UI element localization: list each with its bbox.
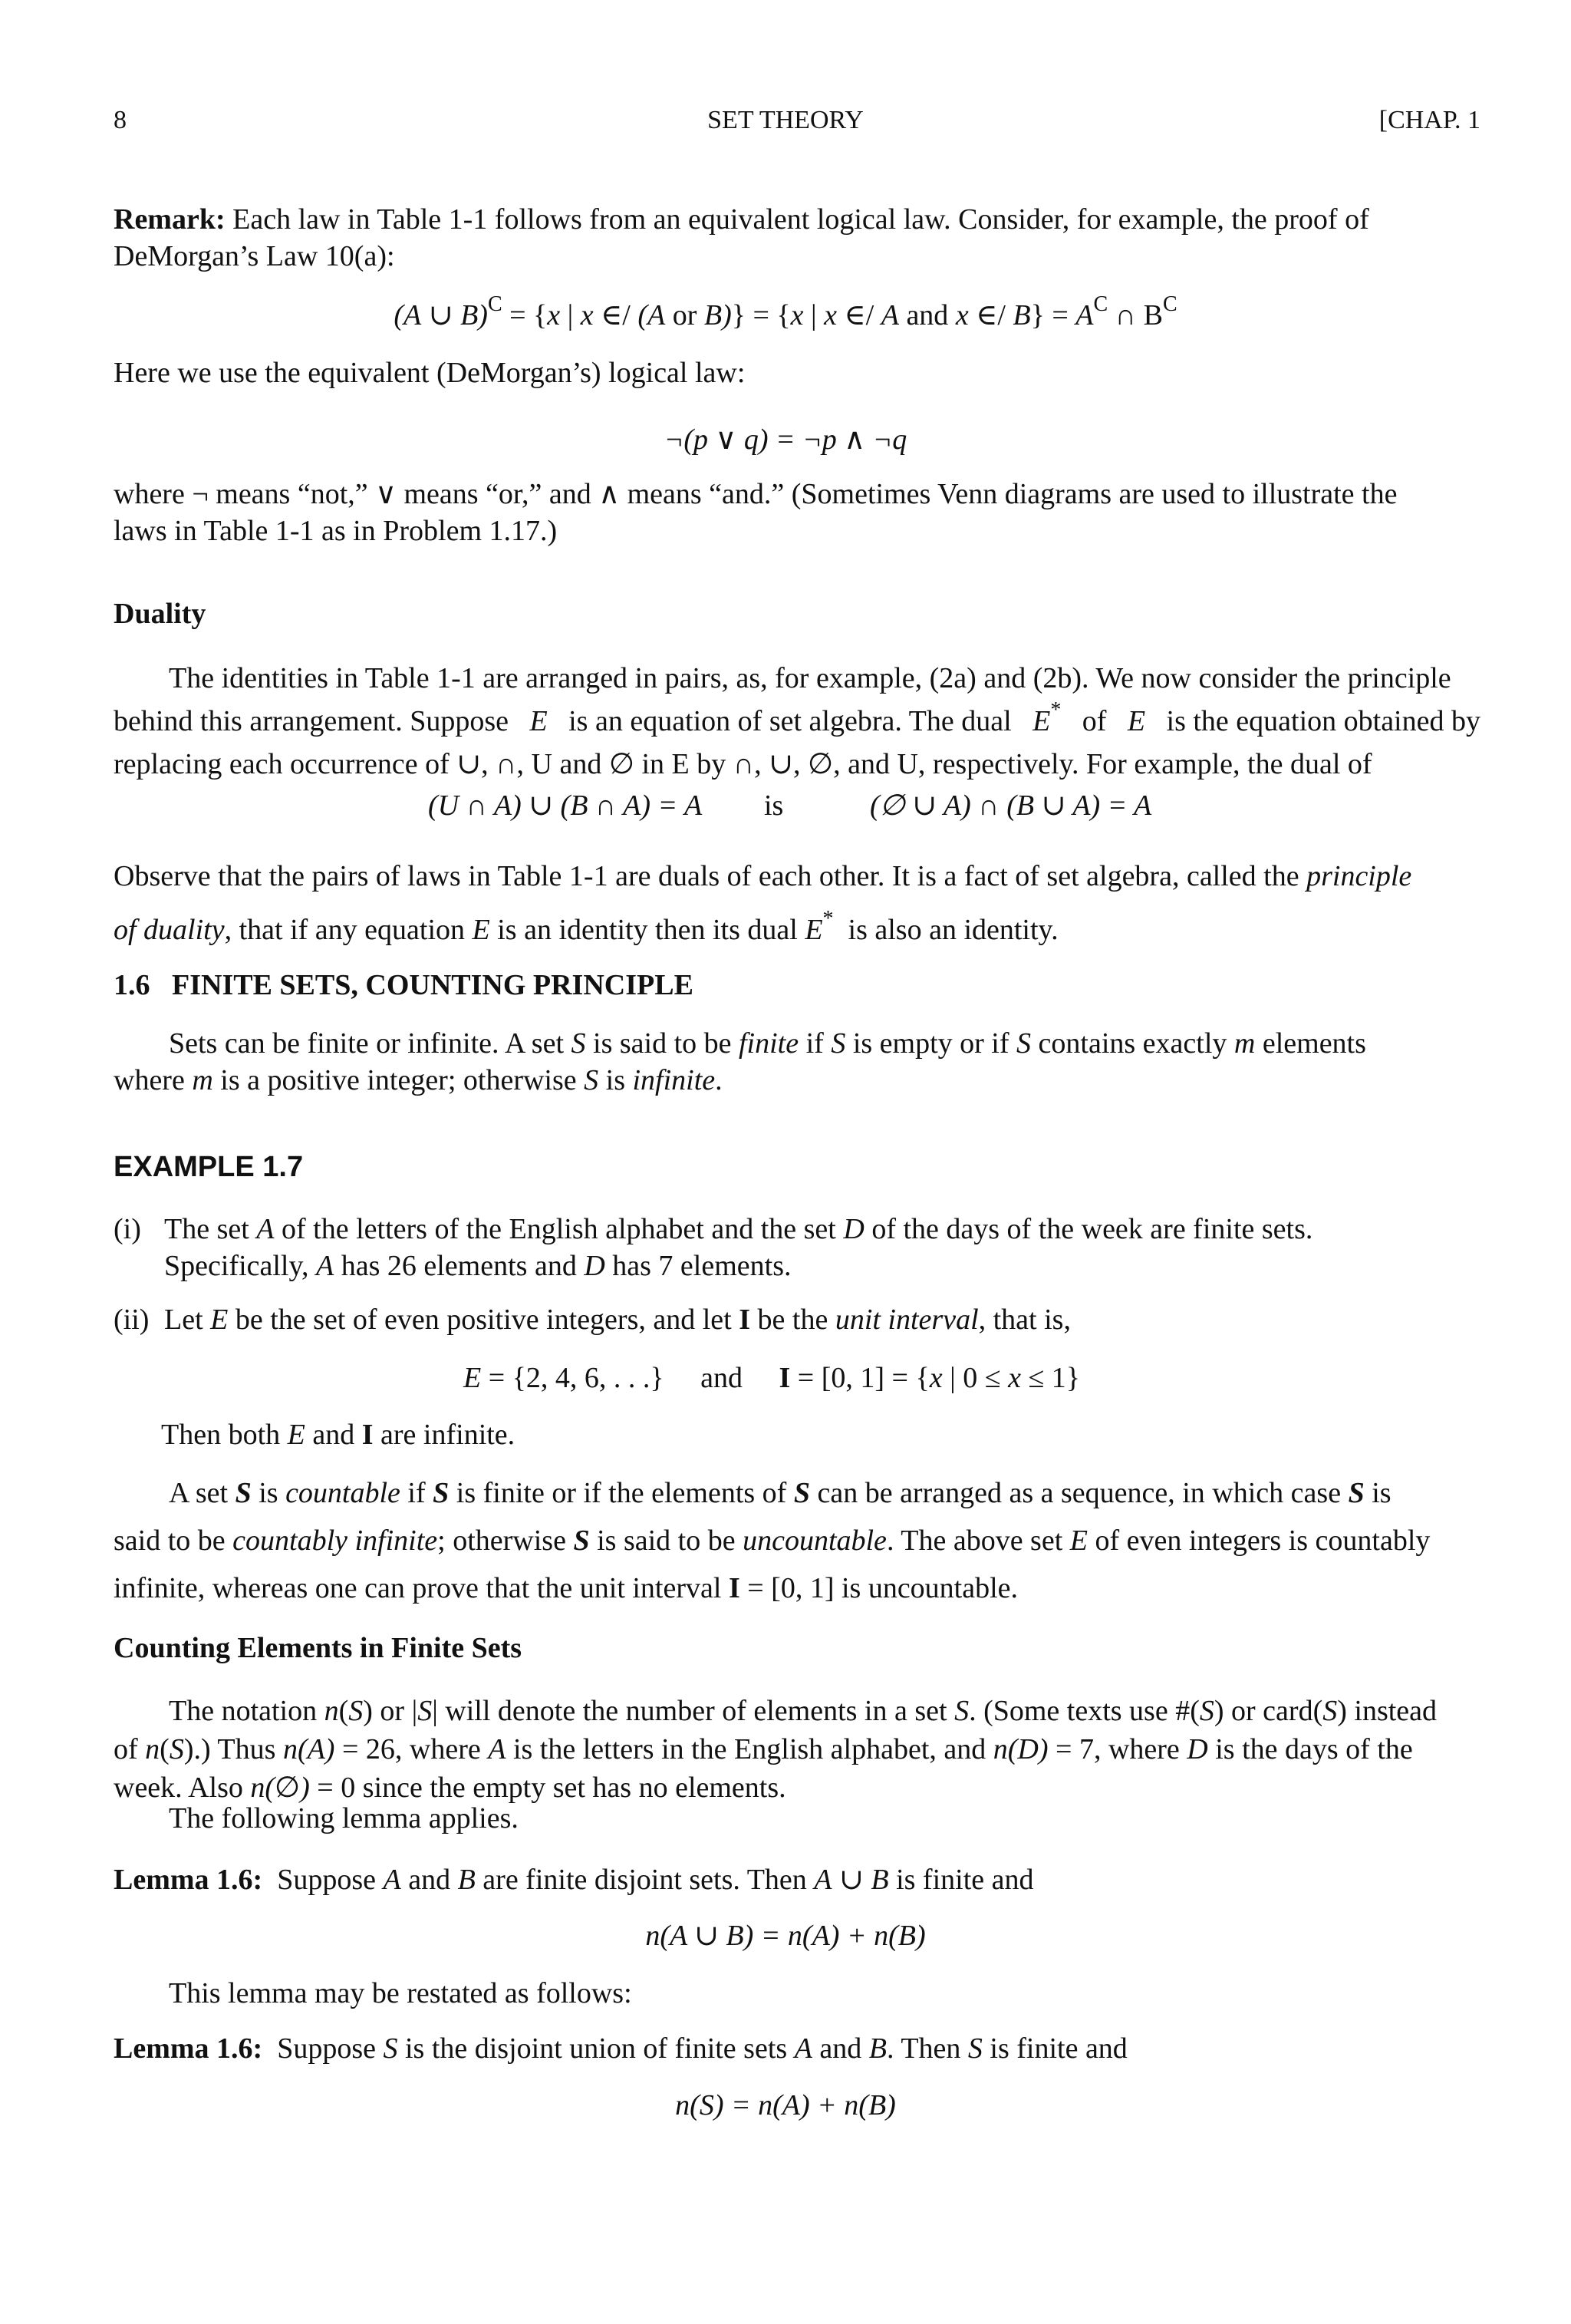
section-heading: 1.6 FINITE SETS, COUNTING PRINCIPLE [114,969,693,1001]
duality-p2-text-a: Observe that the pairs of laws in Table 1-1 are duals of each other. It is a fact of set algebra, called the [114,860,1299,892]
counting-heading: Counting Elements in Finite Sets [114,1632,522,1664]
remark-line-2: DeMorgan’s Law 10(a): [114,240,395,272]
duality-p2-term-2: of duality [114,914,225,946]
remark-where-line-1: where ¬ means “not,” ∨ means “or,” and ∧ means “and.” (Sometimes Venn diagrams are used to illustrate the [114,478,1398,510]
example-ii-marker: (ii) [114,1304,150,1336]
running-title: SET THEORY [707,106,864,134]
dual-equation-right: (∅ ∪ A) ∩ (B ∪ A) = A [870,790,1152,822]
page-number: 8 [114,106,127,134]
remark-label: Remark: [114,203,226,236]
counting-p1-line-1: The notation n(S) or |S| will denote the number of elements in a set S. (Some texts use #(S) or card(S) instead [169,1695,1438,1727]
duality-text-c: of [1082,705,1107,737]
lemma-1-label: Lemma 1.6: [114,1864,263,1896]
example-i-line-1: The set A of the letters of the English alphabet and the set D of the days of the week are finite sets. [164,1213,1313,1245]
lemma-1: Lemma 1.6: Suppose A and B are finite disjoint sets. Then A ∪ B is finite and [114,1864,1034,1896]
demorgan-proof-equation: (A ∪ B)$^C$ = {x | x ∈/ (A or B)} = {x | x ∈/ A and x ∈/ $B\} = A^C$ ∩ $B^C$ [394,292,1177,331]
duality-text-a: behind this arrangement. Suppose [114,705,509,737]
remark-line-1 [114,201,1369,238]
duality-p1-line-2: behind this arrangement. Suppose E is an equation of set algebra. The dual E* of E is the equation obtained by [114,703,1480,740]
lemma-2-label: Lemma 1.6: [114,2032,263,2065]
duality-p2-line-1 [114,858,1411,895]
example-i-line-2: Specifically, A has 26 elements and D has 7 elements. [164,1250,792,1282]
lemma-restated: This lemma may be restated as follows: [169,1977,632,2009]
lemma-1-equation: n(A ∪ B) = n(A) + n(B) [645,1920,926,1952]
countable-line-2: said to be countably infinite; otherwise S is said to be uncountable. The above set E of even integers is countably [114,1525,1431,1557]
example-ii-line-2: Then both E and I are infinite. [161,1419,515,1451]
remark-after-equation: Here we use the equivalent (DeMorgan’s) logical law: [114,357,746,389]
duality-text-d: is the equation obtained by [1166,705,1480,737]
duality-p1-line-3: replacing each occurrence of ∪, ∩, U and ∅ in E by ∩, ∪, ∅, and U, respectively. For example, the dual of [114,748,1372,780]
countable-line-1: A set S is countable if S is finite or if the elements of S can be arranged as a sequence, in which case S is [169,1477,1392,1509]
countable-line-3: infinite, whereas one can prove that the unit interval I = [0, 1] is uncountable. [114,1572,1019,1604]
counting-p1-line-2: of n(S).) Thus n(A) = 26, where A is the letters in the English alphabet, and n(D) = 7, where D is the days of the [114,1733,1413,1765]
chapter-label: [CHAP. 1 [1378,106,1480,134]
duality-heading: Duality [114,598,206,630]
logical-law-equation: ¬(p ∨ q) = ¬p ∧ ¬q [664,424,907,456]
example-heading: EXAMPLE 1.7 [114,1151,304,1183]
lemma-2: Lemma 1.6: Suppose S is the disjoint union of finite sets A and B. Then S is finite and [114,2032,1128,2065]
dual-equation-is: is [764,790,784,822]
duality-text-b: is an equation of set algebra. The dual [568,705,1012,737]
lemma-2-equation: n(S) = n(A) + n(B) [675,2089,896,2121]
duality-p2-term: principle [1306,860,1412,892]
section-p1-line-1: Sets can be finite or infinite. A set S is said to be finite if S is empty or if S contains exactly m elements [169,1027,1366,1060]
example-i-marker: (i) [114,1213,141,1245]
remark-text: Each law in Table 1-1 follows from an equivalent logical law. Consider, for example, the proof of [232,203,1369,236]
section-p1-line-2: where m is a positive integer; otherwise S is infinite. [114,1064,723,1096]
counting-p1-line-4: The following lemma applies. [169,1802,519,1834]
counting-p1-line-3: week. Also n(∅) = 0 since the empty set has no elements. [114,1772,786,1804]
dual-equation-left: (U ∩ A) ∪ (B ∩ A) = A [428,790,703,822]
remark-where-line-2: laws in Table 1-1 as in Problem 1.17.) [114,515,558,547]
example-ii-equation: E = {2, 4, 6, . . .} and I = [0, 1] = {x | 0 ≤ x ≤ 1} [463,1362,1081,1394]
example-ii-line-1: Let E be the set of even positive integers, and let I be the unit interval, that is, [164,1304,1071,1336]
duality-p2-line-2: of duality, that if any equation E is an identity then its dual E* is also an identity. [114,907,1059,946]
duality-p1-line-1: The identities in Table 1-1 are arranged in pairs, as, for example, (2a) and (2b). We now consider the principle [169,662,1451,694]
